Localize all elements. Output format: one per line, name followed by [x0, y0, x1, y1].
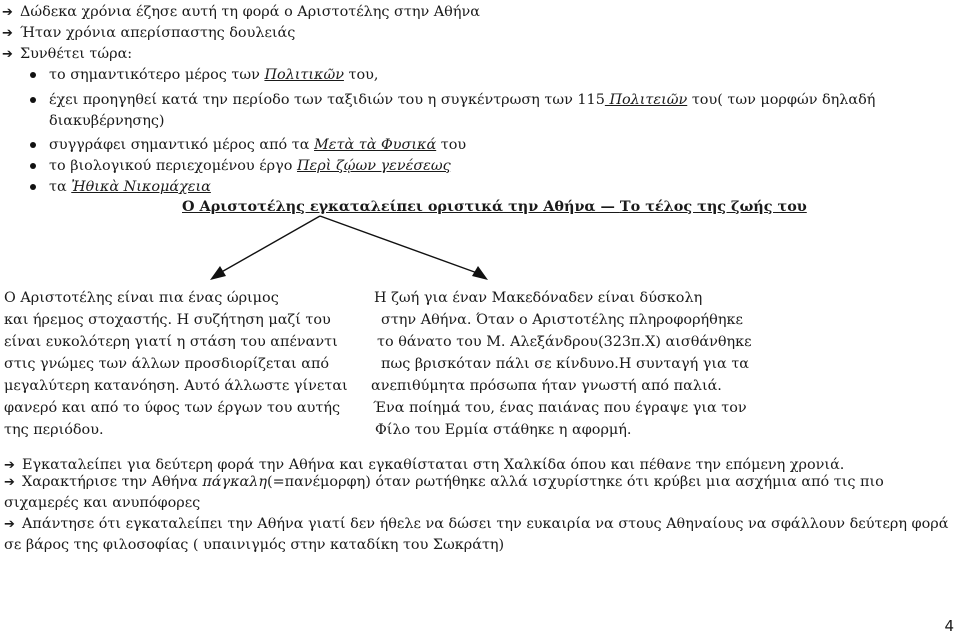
left-arrow-head-icon: [210, 266, 226, 280]
arrow-right-icon: ➔: [4, 475, 15, 490]
page-number: 4: [944, 617, 954, 635]
bullet-item-3: συγγράφει σημαντικό μέρος από τα Μετὰ τὰ Φυσικά του: [0, 135, 960, 155]
bullet-item-1: το σημαντικότερο μέρος των Πολιτικῶν του,: [0, 65, 960, 85]
bullet-dot-icon: [30, 184, 36, 190]
bullet-item-2: έχει προηγηθεί κατά την περίοδο των ταξιδιών του η συγκέντρωση των 115 Πολιτειῶν του( των μορφών δηλαδή διακυβέρνησης): [0, 90, 960, 134]
bullet-dot-icon: [30, 97, 36, 103]
heading-right: Το τέλος της ζωής του: [619, 198, 807, 215]
intro-line-1: ➔ Δώδεκα χρόνια έζησε αυτή τη φορά ο Αριστοτέλης στην Αθήνα: [2, 2, 480, 23]
arrow-right-icon: ➔: [2, 26, 13, 41]
arrow-right-icon: ➔: [4, 517, 15, 532]
bullet-item-4: το βιολογικού περιεχομένου έργο Περὶ ζῴων γενέσεως: [0, 156, 960, 176]
left-arrow-line: [218, 216, 320, 274]
bullet-dot-icon: [30, 142, 36, 148]
work-title: Μετὰ τὰ Φυσικά: [314, 137, 437, 153]
bottom-paragraph-1: ➔ Εγκαταλείπει για δεύτερη φορά την Αθήνα και εγκαθίσταται στη Χαλκίδα όπου και πέθανε την επόμενη χρονιά.: [4, 455, 954, 476]
right-arrow-head-icon: [472, 266, 488, 280]
intro-line-3: ➔ Συνθέτει τώρα:: [2, 44, 132, 65]
work-title: Πολιτειῶν: [604, 92, 688, 108]
bullet-dot-icon: [30, 163, 36, 169]
bullet-dot-icon: [30, 72, 36, 78]
section-heading: Ο Αριστοτέλης εγκαταλείπει οριστικά την Αθήνα — Το τέλος της ζωής του: [182, 198, 807, 215]
bullet-item-5: τα Ἠθικὰ Νικομάχεια: [0, 177, 960, 197]
branch-arrows: [0, 214, 960, 294]
bottom-paragraph-3: ➔ Απάντησε ότι εγκαταλείπει την Αθήνα γιατί δεν ήθελε να δώσει την ευκαιρία να στους Αθηναίους να σφάλλουν δεύτερη φορά σε βάρος της φιλοσοφίας ( υπαινιγμός στην καταδίκη του Σωκράτη): [4, 516, 949, 553]
work-title: Πολιτικῶν: [264, 67, 344, 83]
intro-line-2: ➔ Ήταν χρόνια απερίσπαστης δουλειάς: [2, 23, 295, 44]
heading-left: Ο Αριστοτέλης εγκαταλείπει οριστικά την Αθήνα: [182, 198, 596, 215]
work-title: Περὶ ζῴων γενέσεως: [297, 158, 451, 174]
arrow-right-icon: ➔: [4, 458, 15, 473]
right-arrow-line: [320, 216, 480, 274]
arrow-right-icon: ➔: [2, 5, 13, 20]
arrow-right-icon: ➔: [2, 47, 13, 62]
bottom-paragraph-2: ➔ Χαρακτήρισε την Αθήνα πάγκαλη(=πανέμορφη) όταν ρωτήθηκε αλλά ισχυρίστηκε ότι κρύβει μια ασχήμια από τις πιο σιχαμερές και ανυπόφορες: [4, 474, 884, 511]
work-title: Ἠθικὰ Νικομάχεια: [71, 179, 211, 195]
